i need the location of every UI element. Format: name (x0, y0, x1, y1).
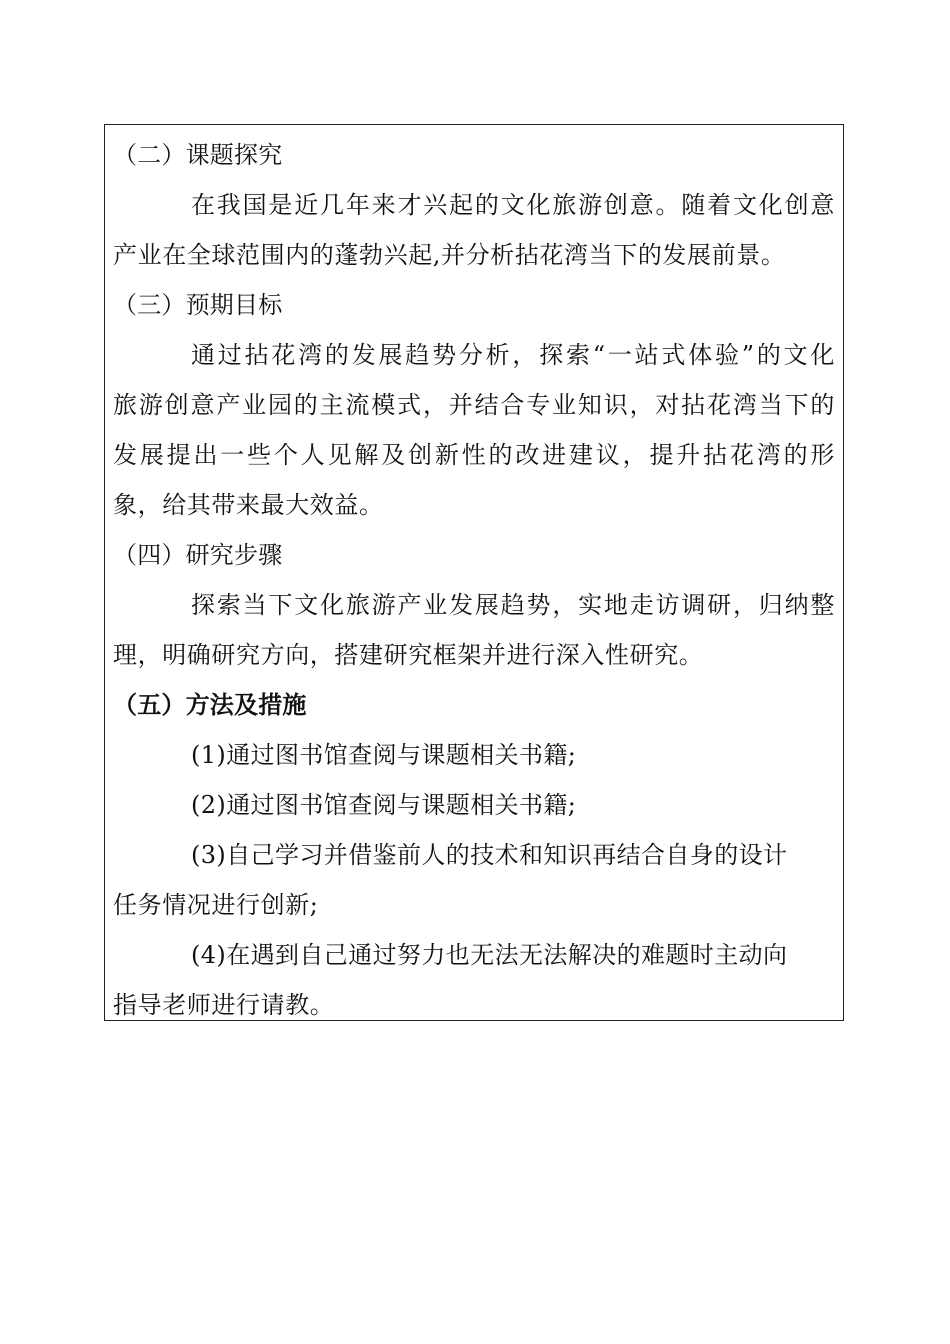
section-heading-methods: （五）方法及措施 (113, 691, 307, 719)
list-item: (1)通过图书馆查阅与课题相关书籍; (191, 741, 577, 769)
list-item-continuation: 指导老师进行请教。 (113, 991, 335, 1019)
list-item: (3)自己学习并借鉴前人的技术和知识再结合自身的设计 (191, 841, 788, 869)
paragraph-line: 在我国是近几年来才兴起的文化旅游创意。随着文化创意 (191, 191, 835, 219)
document-table-cell (104, 124, 844, 1021)
paragraph-line: 探索当下文化旅游产业发展趋势，实地走访调研，归纳整 (191, 591, 835, 619)
list-item: (2)通过图书馆查阅与课题相关书籍; (191, 791, 577, 819)
list-item: (4)在遇到自己通过努力也无法无法解决的难题时主动向 (191, 941, 788, 969)
list-item-continuation: 任务情况进行创新; (113, 891, 319, 919)
paragraph-line: 通过拈花湾的发展趋势分析，探索“一站式体验”的文化 (191, 341, 835, 369)
paragraph-line: 发展提出一些个人见解及创新性的改进建议，提升拈花湾的形 (113, 441, 835, 469)
paragraph-line: 象，给其带来最大效益。 (113, 491, 384, 519)
paragraph-line: 旅游创意产业园的主流模式，并结合专业知识，对拈花湾当下的 (113, 391, 835, 419)
paragraph-line: 产业在全球范围内的蓬勃兴起,并分析拈花湾当下的发展前景。 (113, 241, 786, 269)
section-heading-topic: （二）课题探究 (113, 141, 283, 169)
paragraph-line: 理，明确研究方向，搭建研究框架并进行深入性研究。 (113, 641, 704, 669)
section-heading-goals: （三）预期目标 (113, 291, 283, 319)
section-heading-steps: （四）研究步骤 (113, 541, 283, 569)
